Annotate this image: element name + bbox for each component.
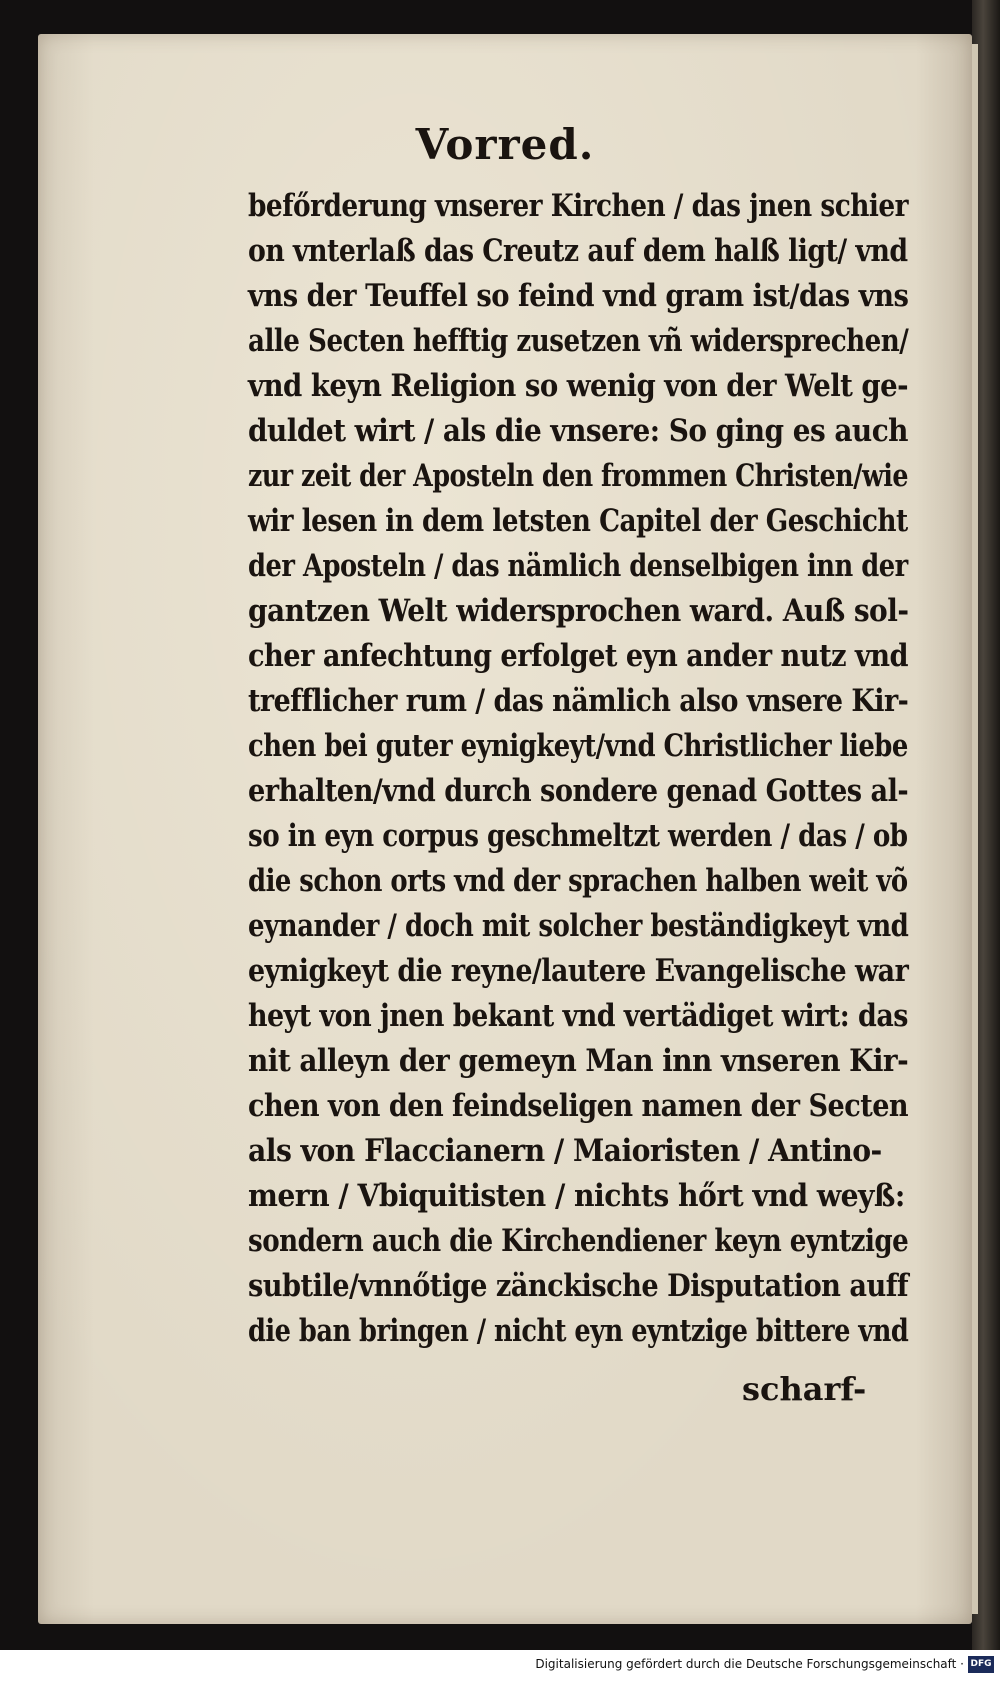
text-line: cher anfechtung erfolget eyn ander nutz vnd [248,638,909,674]
text-line: gantzen Welt widersprochen ward. Auß sol- [248,593,909,629]
page-heading: Vorred. [415,120,595,169]
text-line: befőrderung vnserer Kirchen / das jnen schier [248,188,909,224]
text-line: subtile/vnnőtige zänckische Disputation auff [248,1268,909,1304]
text-line: die ban bringen / nicht eyn eyntzige bittere vnd [248,1313,909,1349]
text-line: heyt von jnen bekant vnd vertädiget wirt: das [248,998,908,1034]
text-line: mern / Vbiquitisten / nichts hőrt vnd weyß: [248,1178,905,1214]
text-line: nit alleyn der gemeyn Man inn vnseren Kir- [248,1043,909,1079]
text-line: wir lesen in dem letsten Capitel der Geschicht [248,503,908,539]
body-text [248,184,972,1354]
funding-credit: Digitalisierung gefördert durch die Deutsche Forschungsgemeinschaft · [535,1657,964,1671]
text-line: sondern auch die Kirchendiener keyn eyntzige [248,1223,909,1259]
footer-bar [0,1650,1000,1682]
text-line: als von Flaccianern / Maioristen / Antino- [248,1133,882,1169]
text-line: vnd keyn Religion so wenig von der Welt ge- [248,368,909,404]
page-edge [972,44,978,1614]
text-line: der Aposteln / das nämlich denselbigen inn der [248,548,908,584]
text-line: trefflicher rum / das nämlich also vnsere Kir- [248,683,909,719]
book-page [38,34,972,1624]
dfg-logo-icon: DFG [968,1656,994,1673]
text-line: duldet wirt / als die vnsere: So ging es auch [248,413,908,449]
text-line: so in eyn corpus geschmeltzt werden / das / ob [248,818,908,854]
text-line: on vnterlaß das Creutz auf dem halß ligt/ vnd [248,233,908,269]
text-line: eynigkeyt die reyne/lautere Evangelische war [248,953,909,989]
text-line: die schon orts vnd der sprachen halben weit võ [248,863,908,899]
text-line: chen von den feindseligen namen der Secten [248,1088,909,1124]
text-line: erhalten/vnd durch sondere genad Gottes al- [248,773,909,809]
text-line: alle Secten hefftig zusetzen vñ widersprechen/ [248,323,909,359]
text-line: chen bei guter eynigkeyt/vnd Christlicher liebe [248,728,908,764]
text-line: eynander / doch mit solcher beständigkeyt vnd [248,908,909,944]
text-line: zur zeit der Aposteln den frommen Christen/wie [248,458,909,494]
catchword: scharf- [742,1370,867,1408]
text-line: vns der Teuffel so feind vnd gram ist/das vns [248,278,909,314]
